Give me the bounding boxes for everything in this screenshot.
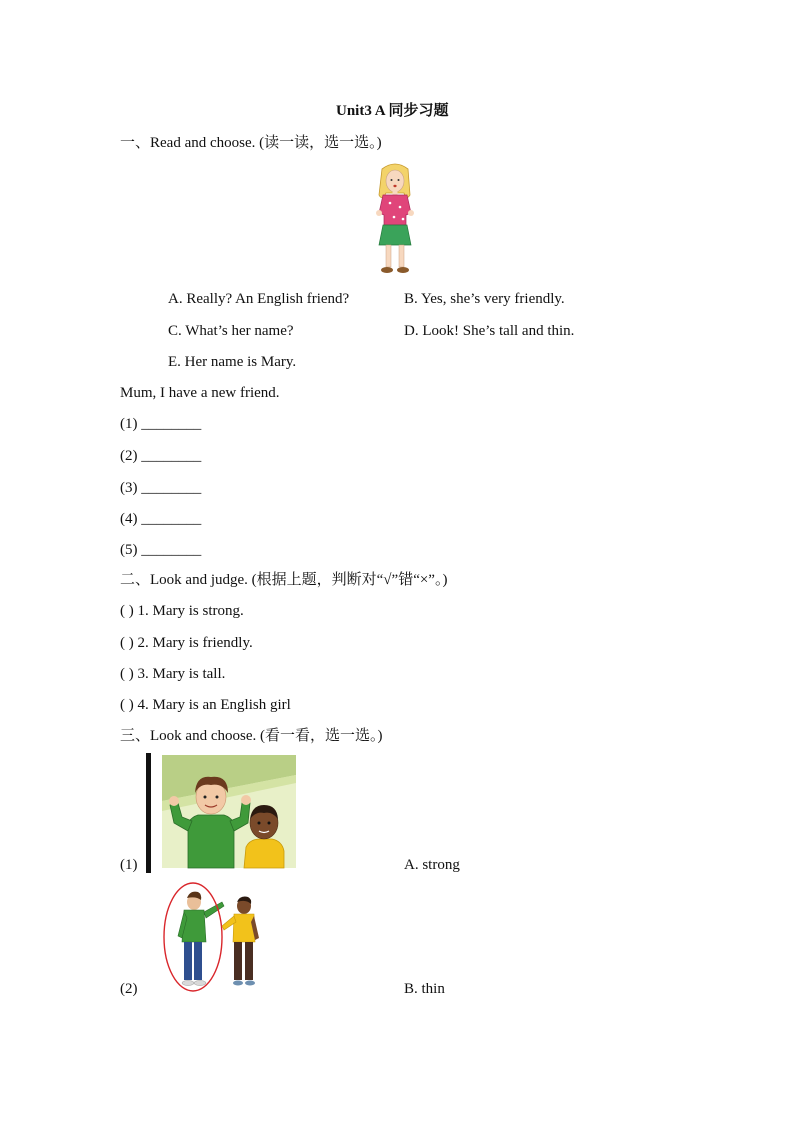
row1-answer[interactable]: A. strong bbox=[404, 857, 460, 873]
option-d: D. Look! She’s tall and thin. bbox=[404, 323, 575, 339]
option-b: B. Yes, she’s very friendly. bbox=[404, 291, 565, 307]
section1-heading: 一、Read and choose. (读一读，选一选。) bbox=[120, 135, 382, 151]
row2-answer[interactable]: B. thin bbox=[404, 981, 445, 997]
option-e: E. Her name is Mary. bbox=[168, 354, 297, 370]
thin-boy-picture bbox=[160, 880, 266, 996]
strong-boy-picture bbox=[146, 753, 298, 873]
girl-illustration bbox=[370, 163, 420, 278]
answer-blank-1[interactable]: (1) ________ bbox=[120, 416, 202, 432]
answer-blank-4[interactable]: (4) ________ bbox=[120, 511, 202, 527]
dialogue-prompt: Mum, I have a new friend. bbox=[120, 385, 280, 401]
answer-blank-3[interactable]: (3) ________ bbox=[120, 480, 202, 496]
answer-blank-2[interactable]: (2) ________ bbox=[120, 448, 202, 464]
judge-item-2[interactable]: ( ) 2. Mary is friendly. bbox=[120, 635, 253, 651]
option-a: A. Really? An English friend? bbox=[168, 291, 350, 307]
judge-item-4[interactable]: ( ) 4. Mary is an English girl bbox=[120, 697, 291, 713]
section2-heading: 二、Look and judge. (根据上题，判断对“√”错“×”。) bbox=[120, 572, 448, 588]
page-title: Unit3 A 同步习题 bbox=[336, 103, 449, 119]
row2-number: (2) bbox=[120, 981, 138, 997]
section3-heading: 三、Look and choose. (看一看，选一选。) bbox=[120, 728, 383, 744]
judge-item-3[interactable]: ( ) 3. Mary is tall. bbox=[120, 666, 226, 682]
answer-blank-5[interactable]: (5) ________ bbox=[120, 542, 202, 558]
judge-item-1[interactable]: ( ) 1. Mary is strong. bbox=[120, 603, 244, 619]
row1-number: (1) bbox=[120, 857, 138, 873]
option-c: C. What’s her name? bbox=[168, 323, 294, 339]
